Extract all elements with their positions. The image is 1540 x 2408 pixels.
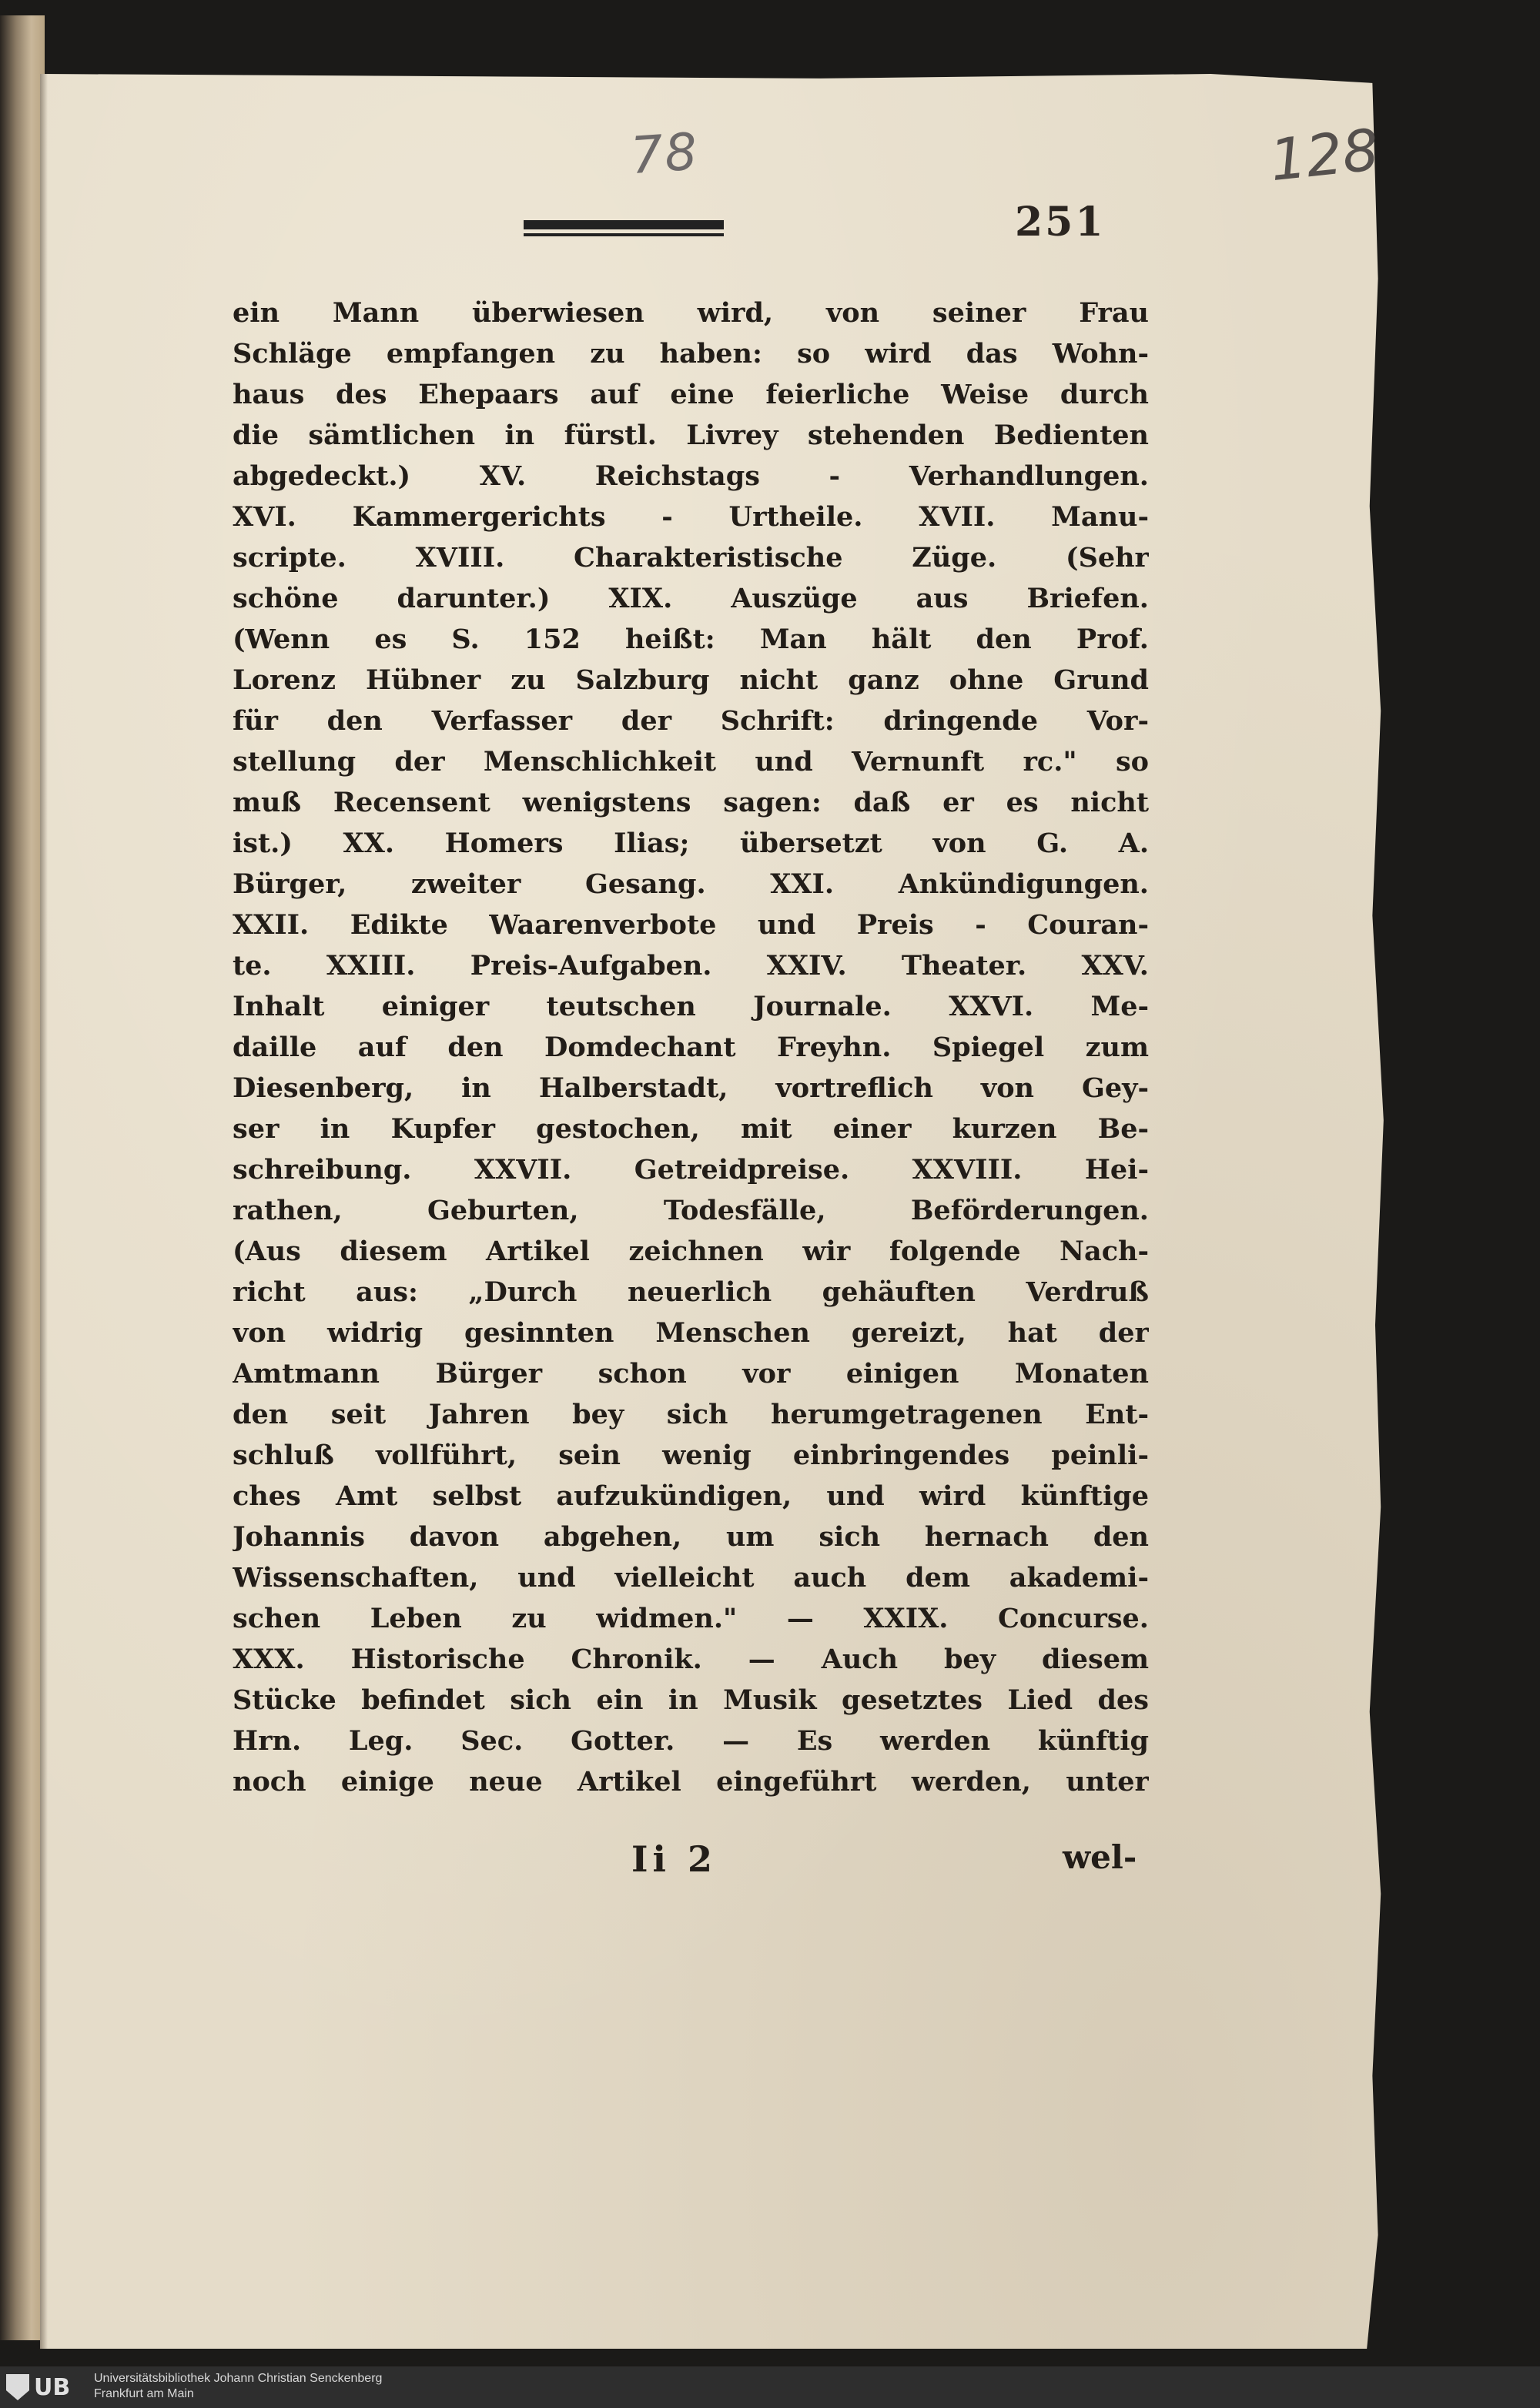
text-line: haus des Ehepaars auf eine feierliche Weise durch	[233, 379, 1149, 410]
text-line: schluß vollführt, sein wenig einbringendes peinli-	[233, 1440, 1149, 1471]
text-line: Lorenz Hübner zu Salzburg nicht ganz ohne Grund	[233, 664, 1149, 696]
text-line: den seit Jahren bey sich herumgetragenen Ent-	[233, 1399, 1149, 1430]
text-line: ser in Kupfer gestochen, mit einer kurzen Be-	[233, 1113, 1149, 1145]
shield-icon	[6, 2374, 29, 2400]
text-line: (Wenn es S. 152 heißt: Man hält den Prof.	[233, 624, 1149, 655]
text-line: richt aus: „Durch neuerlich gehäuften Verdruß	[233, 1276, 1149, 1308]
text-line: Hrn. Leg. Sec. Gotter. — Es werden künftig	[233, 1725, 1149, 1757]
text-line: von widrig gesinnten Menschen gereizt, hat der	[233, 1317, 1149, 1349]
text-line: (Aus diesem Artikel zeichnen wir folgende Nach-	[233, 1236, 1149, 1267]
library-footer	[0, 2366, 1540, 2408]
text-line: abgedeckt.) XV. Reichstags - Verhandlungen.	[233, 460, 1149, 492]
library-city: Frankfurt am Main	[94, 2387, 194, 2400]
text-line: XXX. Historische Chronik. — Auch bey diesem	[233, 1644, 1149, 1675]
text-line: XXII. Edikte Waarenverbote und Preis - Couran-	[233, 909, 1149, 941]
text-line: Bürger, zweiter Gesang. XXI. Ankündigungen.	[233, 868, 1149, 900]
text-line: schen Leben zu widmen." — XXIX. Concurse.	[233, 1603, 1149, 1634]
text-line: Schläge empfangen zu haben: so wird das Wohn-	[233, 338, 1149, 370]
text-line: Diesenberg, in Halberstadt, vortreflich von Gey-	[233, 1072, 1149, 1104]
text-line: die sämtlichen in fürstl. Livrey stehenden Bedienten	[233, 420, 1149, 451]
book-spine	[0, 15, 45, 2340]
header-rule-thin	[524, 233, 724, 236]
text-line: ein Mann überwiesen wird, von seiner Frau	[233, 297, 1149, 329]
library-credit	[94, 2371, 556, 2403]
text-line: Wissenschaften, und vielleicht auch dem akademi-	[233, 1562, 1149, 1594]
page-number: 251	[1015, 199, 1106, 246]
ub-logo-text: UB	[34, 2373, 71, 2401]
text-line: ches Amt selbst aufzukündigen, und wird künftige	[233, 1480, 1149, 1512]
text-line: schreibung. XXVII. Getreidpreise. XXVIII. Hei-	[233, 1154, 1149, 1186]
ub-logo	[6, 2373, 86, 2402]
text-line: ist.) XX. Homers Ilias; übersetzt von G. A.	[233, 828, 1149, 859]
text-line: XVI. Kammergerichts - Urtheile. XVII. Manu-	[233, 501, 1149, 533]
header-rule	[524, 220, 724, 239]
text-line: rathen, Geburten, Todesfälle, Beförderungen.	[233, 1195, 1149, 1226]
pencil-folio-number: 78	[628, 122, 701, 186]
text-line: daille auf den Domdechant Freyhn. Spiegel zum	[233, 1032, 1149, 1063]
library-name: Universitätsbibliothek Johann Christian Senckenberg	[94, 2372, 383, 2385]
signature-mark: Ii 2	[631, 1838, 718, 1880]
text-line: Inhalt einiger teutschen Journale. XXVI. Me-	[233, 991, 1149, 1022]
text-line: muß Recensent wenigstens sagen: daß er es nicht	[233, 787, 1149, 818]
header-rule-thick	[524, 220, 724, 229]
text-line: stellung der Menschlichkeit und Vernunft rc." so	[233, 746, 1149, 778]
text-line: Johannis davon abgehen, um sich hernach den	[233, 1521, 1149, 1553]
text-line: Stücke befindet sich ein in Musik gesetztes Lied des	[233, 1684, 1149, 1716]
catchword: wel-	[1063, 1838, 1137, 1876]
text-line: noch einige neue Artikel eingeführt werden, unter	[233, 1766, 1149, 1798]
text-line: te. XXIII. Preis-Aufgaben. XXIV. Theater. XXV.	[233, 950, 1149, 982]
text-line: scripte. XVIII. Charakteristische Züge. (Sehr	[233, 542, 1149, 574]
page-gutter-shadow	[40, 74, 48, 2349]
text-line: für den Verfasser der Schrift: dringende Vor-	[233, 705, 1149, 737]
ink-folio-number: 128	[1267, 116, 1382, 195]
text-line: Amtmann Bürger schon vor einigen Monaten	[233, 1358, 1149, 1390]
text-line: schöne darunter.) XIX. Auszüge aus Briefen.	[233, 583, 1149, 614]
body-text	[233, 293, 1149, 1855]
